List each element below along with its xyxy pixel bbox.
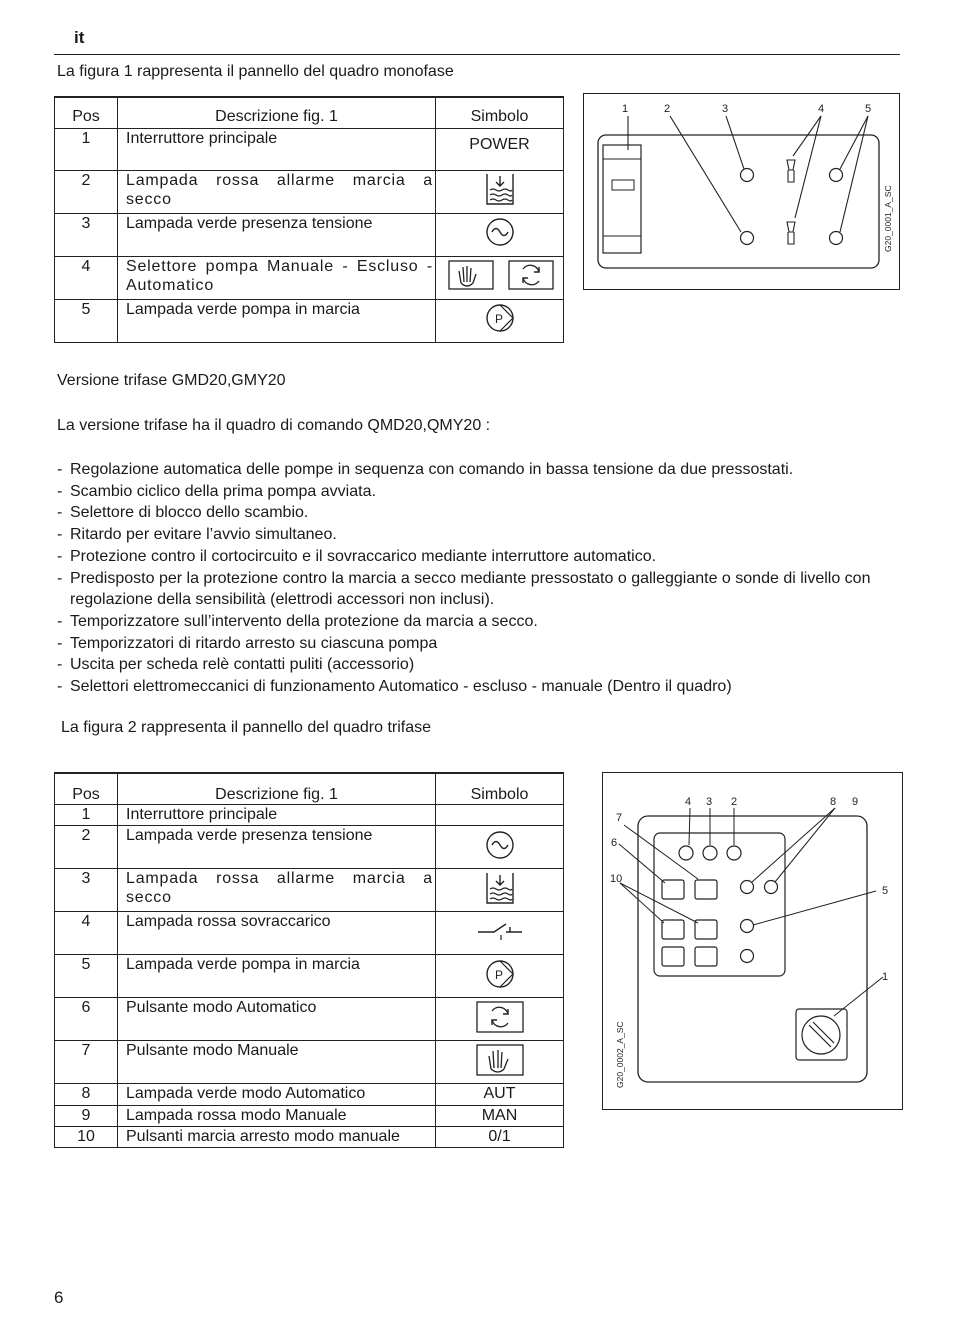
row-desc: Lampada verde pompa in marcia <box>118 955 436 998</box>
symbol-text: 0/1 <box>488 1128 511 1145</box>
language-tag: it <box>74 28 85 47</box>
row-desc: Interruttore principale <box>118 805 436 826</box>
row-desc: Lampada rossa sovraccarico <box>118 912 436 955</box>
table-row <box>55 128 564 170</box>
figure-1-code: G20_0001_A_SC <box>883 185 893 252</box>
fig2-callout: 2 <box>731 796 738 808</box>
list-item: - Regolazione automatica delle pompe in sequenza con comando in bassa tensione da due pressostati. <box>57 459 903 481</box>
row-pos: 5 <box>55 299 118 342</box>
ac-voltage-icon <box>484 216 516 248</box>
fig2-callout: 9 <box>852 796 859 808</box>
figure-2-panel <box>602 772 903 1110</box>
row-desc: Selettore pompa Manuale - Escluso - Automatico <box>118 256 436 299</box>
table-header-row <box>55 97 564 128</box>
fig2-callout: 6 <box>611 837 618 849</box>
table-row <box>55 955 564 998</box>
hand-and-auto-icons <box>445 259 555 291</box>
table-row <box>55 998 564 1041</box>
row-pos: 7 <box>55 1041 118 1084</box>
dry-run-icon <box>484 172 516 206</box>
list-item: - Ritardo per evitare l’avvio simultaneo. <box>57 524 903 546</box>
list-item: - Predisposto per la protezione contro la marcia a secco mediante pressostato o galleggiante o sonde di livello con regolazione della sensibilità (elettrodi accessori non inclusi). <box>57 568 903 611</box>
table-row <box>55 1084 564 1106</box>
header-sym: Simbolo <box>436 773 564 805</box>
row-pos: 3 <box>55 213 118 256</box>
table-row <box>55 256 564 299</box>
table-row <box>55 1127 564 1148</box>
row-pos: 10 <box>55 1127 118 1148</box>
table-row <box>55 1041 564 1084</box>
dry-run-icon <box>484 871 516 905</box>
figure-2-drawing <box>603 773 902 1109</box>
header-desc: Descrizione fig. 1 <box>118 97 436 128</box>
section-title: Versione trifase GMD20,GMY20 <box>57 372 286 389</box>
intro-figure-2: La figura 2 rappresenta il pannello del quadro trifase <box>61 719 432 736</box>
row-pos: 2 <box>55 170 118 213</box>
list-item: - Selettore di blocco dello scambio. <box>57 502 903 524</box>
table-row <box>55 912 564 955</box>
svg-text:P: P <box>494 312 503 326</box>
row-desc: Pulsante modo Automatico <box>118 998 436 1041</box>
list-item: - Temporizzatore sull’intervento della protezione da marcia a secco. <box>57 611 903 633</box>
fig2-callout: 7 <box>616 812 623 824</box>
ac-voltage-icon <box>484 829 516 861</box>
pump-running-icon <box>484 302 516 334</box>
fig1-callout: 3 <box>722 103 729 115</box>
table-row <box>55 869 564 912</box>
table-header-row <box>55 773 564 805</box>
intro-figure-1: La figura 1 rappresenta il pannello del quadro monofase <box>57 63 454 80</box>
list-item: - Uscita per scheda relè contatti puliti (accessorio) <box>57 654 903 676</box>
fig1-callout: 5 <box>865 103 872 115</box>
row-pos: 5 <box>55 955 118 998</box>
header-sym: Simbolo <box>436 97 564 128</box>
fig2-callout: 5 <box>882 885 889 897</box>
table-row <box>55 826 564 869</box>
fig2-callout: 8 <box>830 796 837 808</box>
page-number: 6 <box>54 1288 64 1307</box>
symbol-text: POWER <box>469 135 530 153</box>
fig1-callout: 1 <box>622 103 629 115</box>
row-desc: Lampada verde pompa in marcia <box>118 299 436 342</box>
figure-1-drawing <box>584 94 899 289</box>
table-row <box>55 213 564 256</box>
row-desc: Lampada verde presenza tensione <box>118 826 436 869</box>
fig1-callout: 2 <box>664 103 671 115</box>
header-pos: Pos <box>55 773 118 805</box>
figure-1-panel <box>583 93 900 290</box>
row-pos: 4 <box>55 912 118 955</box>
row-pos: 3 <box>55 869 118 912</box>
table-row <box>55 170 564 213</box>
row-desc: Pulsante modo Manuale <box>118 1041 436 1084</box>
list-item: - Scambio ciclico della prima pompa avviata. <box>57 481 903 503</box>
fig2-callout: 10 <box>610 873 623 885</box>
list-item: - Protezione contro il cortocircuito e il sovraccarico mediante interruttore automatico. <box>57 546 903 568</box>
row-desc: Lampada rossa allarme marcia a secco <box>118 170 436 213</box>
manual-mode-icon <box>475 1043 525 1077</box>
row-pos: 8 <box>55 1084 118 1106</box>
row-pos: 1 <box>55 805 118 826</box>
table-row <box>55 805 564 826</box>
header-rule <box>54 54 900 55</box>
feature-list <box>57 459 903 698</box>
row-pos: 6 <box>55 998 118 1041</box>
header-desc: Descrizione fig. 1 <box>118 773 436 805</box>
row-desc: Interruttore principale <box>118 128 436 170</box>
row-desc: Lampada rossa allarme marcia a secco <box>118 869 436 912</box>
fig1-callout: 4 <box>818 103 825 115</box>
pump-running-icon <box>484 958 516 990</box>
row-pos: 9 <box>55 1106 118 1127</box>
fig2-callout: 3 <box>706 796 713 808</box>
list-item: - Temporizzatori di ritardo arresto su ciascuna pompa <box>57 633 903 655</box>
overload-icon <box>476 921 524 941</box>
row-desc: Pulsanti marcia arresto modo manuale <box>118 1127 436 1148</box>
fig2-callout: 4 <box>685 796 692 808</box>
table-trifase <box>54 772 564 1148</box>
svg-text:P: P <box>494 967 503 982</box>
table-row <box>55 299 564 342</box>
header-pos: Pos <box>55 97 118 128</box>
row-desc: Lampada verde modo Automatico <box>118 1084 436 1106</box>
row-pos: 2 <box>55 826 118 869</box>
intro-quadro-trifase: La versione trifase ha il quadro di comando QMD20,QMY20 : <box>57 417 491 434</box>
table-row <box>55 1106 564 1127</box>
list-item: - Selettori elettromeccanici di funzionamento Automatico - escluso - manuale (Dentro il quadro) <box>57 676 903 698</box>
row-desc: Lampada rossa modo Manuale <box>118 1106 436 1127</box>
table-monofase <box>54 96 564 343</box>
row-desc: Lampada verde presenza tensione <box>118 213 436 256</box>
symbol-text: MAN <box>481 1107 518 1124</box>
row-pos: 4 <box>55 256 118 299</box>
symbol-text: AUT <box>483 1085 516 1102</box>
row-pos: 1 <box>55 128 118 170</box>
fig2-callout: 1 <box>882 971 889 983</box>
symbol-text <box>436 805 564 826</box>
figure-2-code: G20_0002_A_SC <box>615 1021 625 1088</box>
auto-mode-icon <box>475 1000 525 1034</box>
